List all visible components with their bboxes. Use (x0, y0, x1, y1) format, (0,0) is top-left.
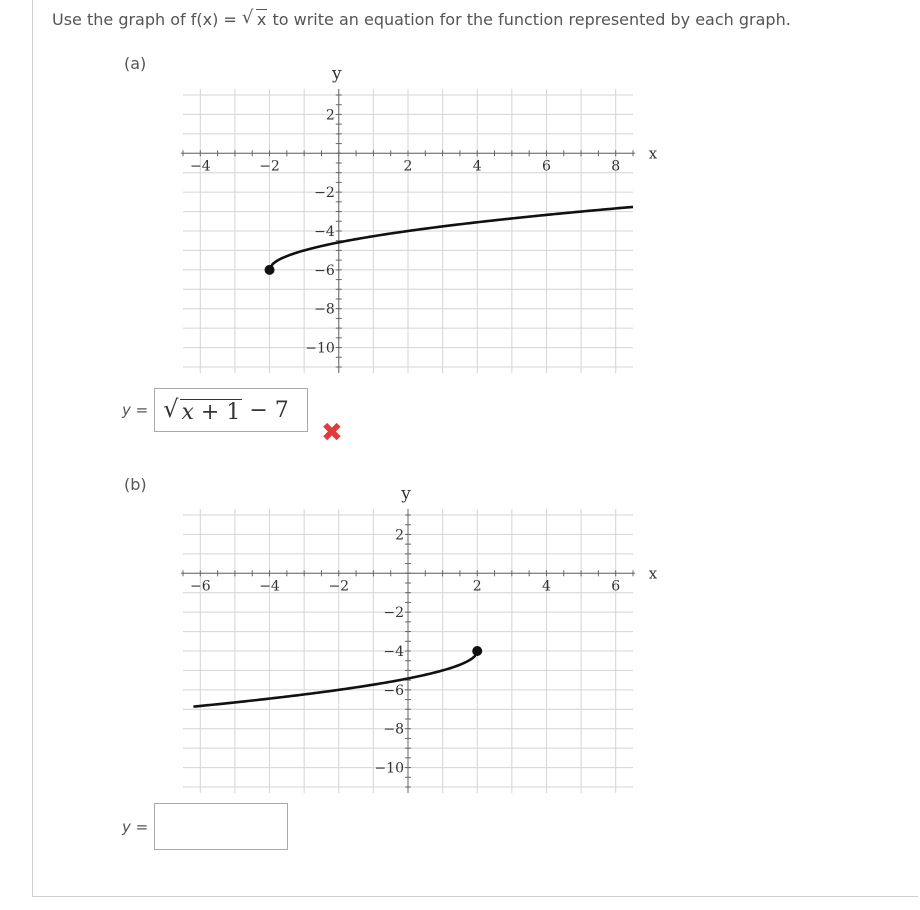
y-tick-label: −4 (383, 644, 404, 660)
x-tick-label: 6 (542, 158, 551, 175)
x-tick-label: −2 (259, 158, 280, 175)
y-axis-label: y (401, 484, 411, 504)
part-b-answer-input[interactable] (154, 803, 288, 850)
y-axis-label: y (331, 64, 342, 84)
y-tick-label: 2 (325, 107, 335, 124)
y-tick-label: −2 (383, 605, 404, 622)
question-suffix: to write an equation for the function represented by each graph. (267, 10, 791, 29)
y-tick-label: 2 (395, 527, 404, 544)
y-tick-label: −2 (314, 185, 335, 202)
question-text (52, 7, 791, 29)
equals-sign: = (218, 10, 242, 29)
x-tick-label: 8 (611, 158, 621, 175)
part-a-label: (a) (124, 54, 147, 73)
x-tick-label: 4 (542, 578, 551, 595)
y-tick-label: −10 (305, 340, 335, 357)
graph-b (175, 475, 665, 800)
x-tick-label: −6 (189, 578, 211, 595)
question-prefix: Use the graph of (52, 10, 191, 29)
x-tick-label: −4 (259, 578, 280, 595)
graph-a (175, 55, 665, 380)
part-a-answer-row (122, 388, 308, 432)
y-tick-label: −8 (383, 721, 404, 738)
function-curve (193, 651, 477, 707)
part-a-answer-sqrt (163, 395, 242, 425)
x-tick-label: −4 (189, 158, 211, 175)
function-name: f(x) (190, 10, 219, 29)
y-tick-label: −6 (314, 262, 335, 279)
y-tick-label: −4 (314, 224, 335, 240)
sqrt-expression (241, 7, 267, 29)
part-a-answer-outside: − 7 (242, 397, 289, 423)
x-axis-label: x (648, 564, 658, 583)
curve-endpoint (265, 265, 275, 275)
part-b-label: (b) (124, 475, 147, 494)
y-tick-label: −10 (374, 760, 404, 777)
radical-sign-icon: √ (241, 7, 254, 28)
x-tick-label: −2 (328, 578, 350, 595)
part-a-answer-prefix: y = (122, 401, 149, 419)
x-tick-label: 4 (472, 158, 482, 175)
part-a-answer-sqrt-body (180, 399, 243, 425)
wrong-x-icon: ✖ (321, 418, 343, 448)
y-tick-label: −8 (314, 301, 335, 318)
part-a-answer-input[interactable] (154, 388, 308, 432)
part-a-answer-var: x (181, 400, 194, 425)
x-tick-label: 2 (403, 158, 413, 175)
x-axis-label: x (648, 144, 658, 163)
x-tick-label: 2 (472, 578, 482, 595)
part-b-answer-prefix: y = (122, 817, 149, 836)
part-b-answer-row (122, 803, 288, 850)
answer-radical-icon: √ (163, 395, 179, 423)
x-tick-label: 6 (611, 578, 621, 595)
sqrt-argument: x (256, 10, 267, 29)
part-a-answer-sqrt-rest: + 1 (193, 400, 241, 425)
curve-endpoint (472, 646, 482, 656)
y-tick-label: −6 (383, 682, 404, 699)
